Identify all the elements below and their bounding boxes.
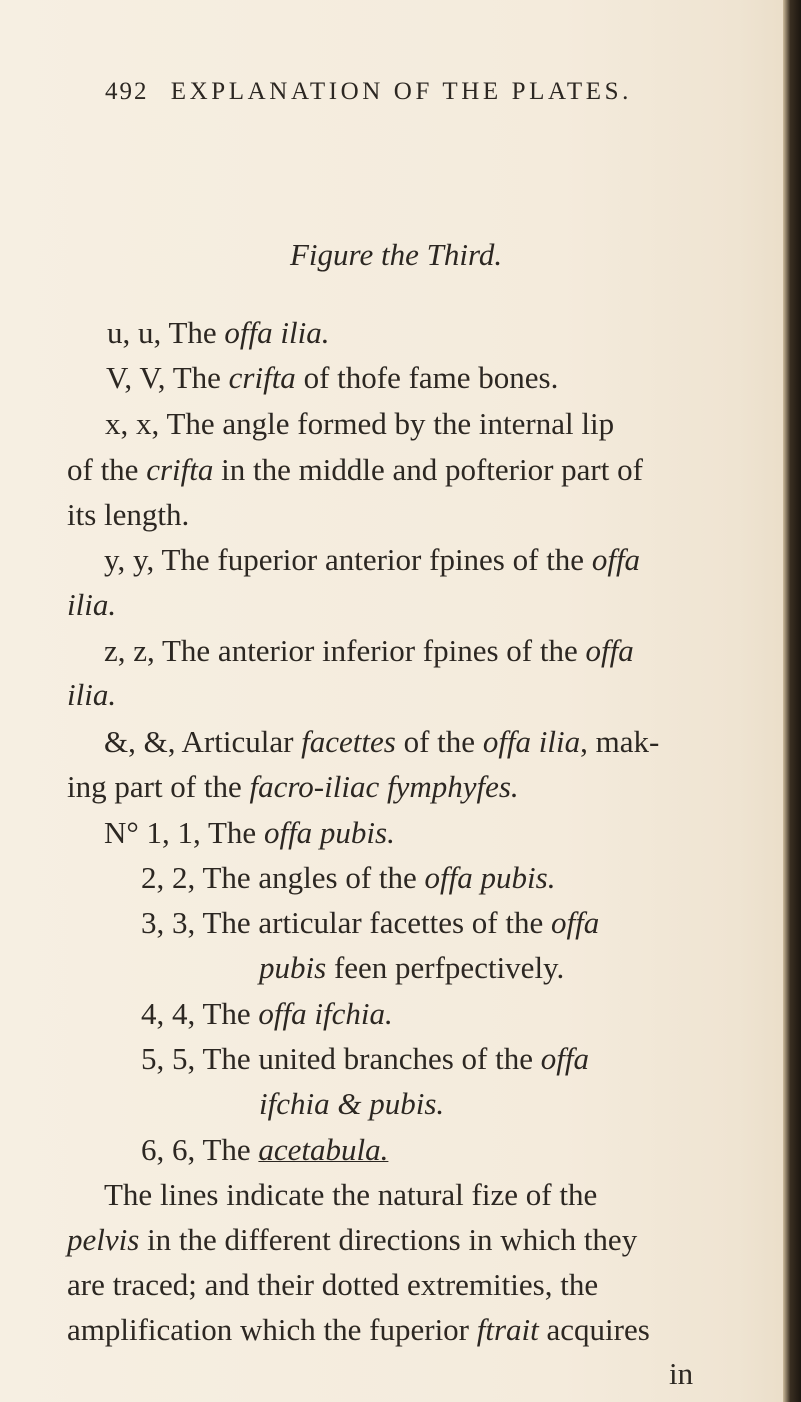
paragraph-line-1 [104,1179,597,1210]
latin-term: ilia. [67,677,117,712]
entry-text: of the [395,724,483,759]
latin-term: crifta [228,360,296,395]
entry-y-line-2 [67,589,116,620]
latin-term: acetabula. [258,1132,389,1167]
page-number: 492 [105,78,149,105]
entry-label: 6, 6, [141,1132,196,1167]
entry-label: 5, 5, [141,1041,196,1076]
entry-text: The [202,1132,259,1167]
entry-n6 [141,1134,388,1165]
entry-n5 [141,1043,589,1074]
entry-label: 3, 3, [141,905,196,940]
entry-v [106,362,558,393]
entry-x-line-2 [67,454,643,485]
running-title: EXPLANATION OF THE PLATES. [170,78,632,105]
entry-text: The [202,996,259,1031]
entry-amp-line-2 [67,771,519,802]
entry-label: z, z, [104,633,155,668]
entry-label: 4, 4, [141,996,196,1031]
paragraph-text: in the different directions in which they [139,1222,638,1257]
latin-term: offa [551,905,600,940]
latin-term: offa ifchia. [258,996,393,1031]
entry-text: The angle formed by the internal lip [166,406,615,441]
entry-text: The fuperior anterior fpines of the [161,542,592,577]
entry-text: The [168,315,225,350]
paragraph-text: acquires [538,1312,650,1347]
entry-z [104,635,634,666]
paragraph-text: The lines indicate the natural fize of the [104,1177,598,1212]
latin-term: ilia. [67,587,117,622]
entry-label: y, y, [104,542,155,577]
entry-n5-line-2 [259,1088,444,1119]
entry-label: 2, 2, [141,860,196,895]
latin-term: offa ilia. [224,315,330,350]
entry-text: The anterior inferior fpines of the [161,633,586,668]
entry-y [104,544,640,575]
entry-text: The articular facettes of the [202,905,552,940]
entry-text: ing part of the [67,769,250,804]
entry-x-line-3 [67,499,189,530]
entry-x [105,408,614,439]
entry-n3 [141,907,599,938]
latin-term: pubis [259,950,327,985]
running-header [105,78,632,106]
entry-text: of thofe fame bones. [295,360,559,395]
entry-label: V, V, [106,360,166,395]
entry-text: The [208,815,264,850]
entry-text: feen perfpectively. [326,950,565,985]
entry-text: Articular [181,724,302,759]
entry-z-line-2 [67,679,116,710]
latin-term: offa [591,542,641,577]
paragraph-line-2 [67,1224,637,1255]
latin-term: crifta [146,452,214,487]
latin-term: offa pubis. [424,860,556,895]
entry-text: , mak- [580,724,660,759]
entry-n4 [141,998,393,1029]
paragraph-text: amplification which the fuperior [67,1312,477,1347]
latin-term: offa ilia [482,724,581,759]
entry-text: its length. [67,497,190,532]
paragraph-line-3 [67,1269,598,1300]
entry-text: The [172,360,229,395]
entry-text: The united branches of the [202,1041,541,1076]
latin-term: ftrait [476,1312,539,1347]
entry-amp [104,726,659,757]
entry-u [107,317,329,348]
paragraph-line-4 [67,1314,650,1345]
figure-title: Figure the Third. [290,237,503,272]
entry-label: x, x, [105,406,160,441]
entry-text: of the [67,452,147,487]
entry-label: &, &, [104,724,176,759]
latin-term: pelvis [67,1222,140,1257]
latin-term: facro-iliac fymphyfes. [249,769,519,804]
page-edge [783,0,801,1402]
entry-label: u, u, [107,315,162,350]
latin-term: facettes [301,724,396,759]
entry-text: in the middle and pofterior part of [213,452,643,487]
catchword: in [669,1356,694,1391]
paragraph-text: are traced; and their dotted extremities, the [67,1267,599,1302]
entry-n2 [141,862,555,893]
entry-n3-line-2 [259,952,564,983]
latin-term: offa [585,633,634,668]
latin-term: offa [540,1041,589,1076]
entry-text: The angles of the [202,860,425,895]
latin-term: offa pubis. [263,815,395,850]
entry-label: N° 1, 1, [104,815,201,850]
catchword [669,1358,693,1389]
latin-term: ifchia & pubis. [259,1086,445,1121]
entry-n1 [104,817,395,848]
